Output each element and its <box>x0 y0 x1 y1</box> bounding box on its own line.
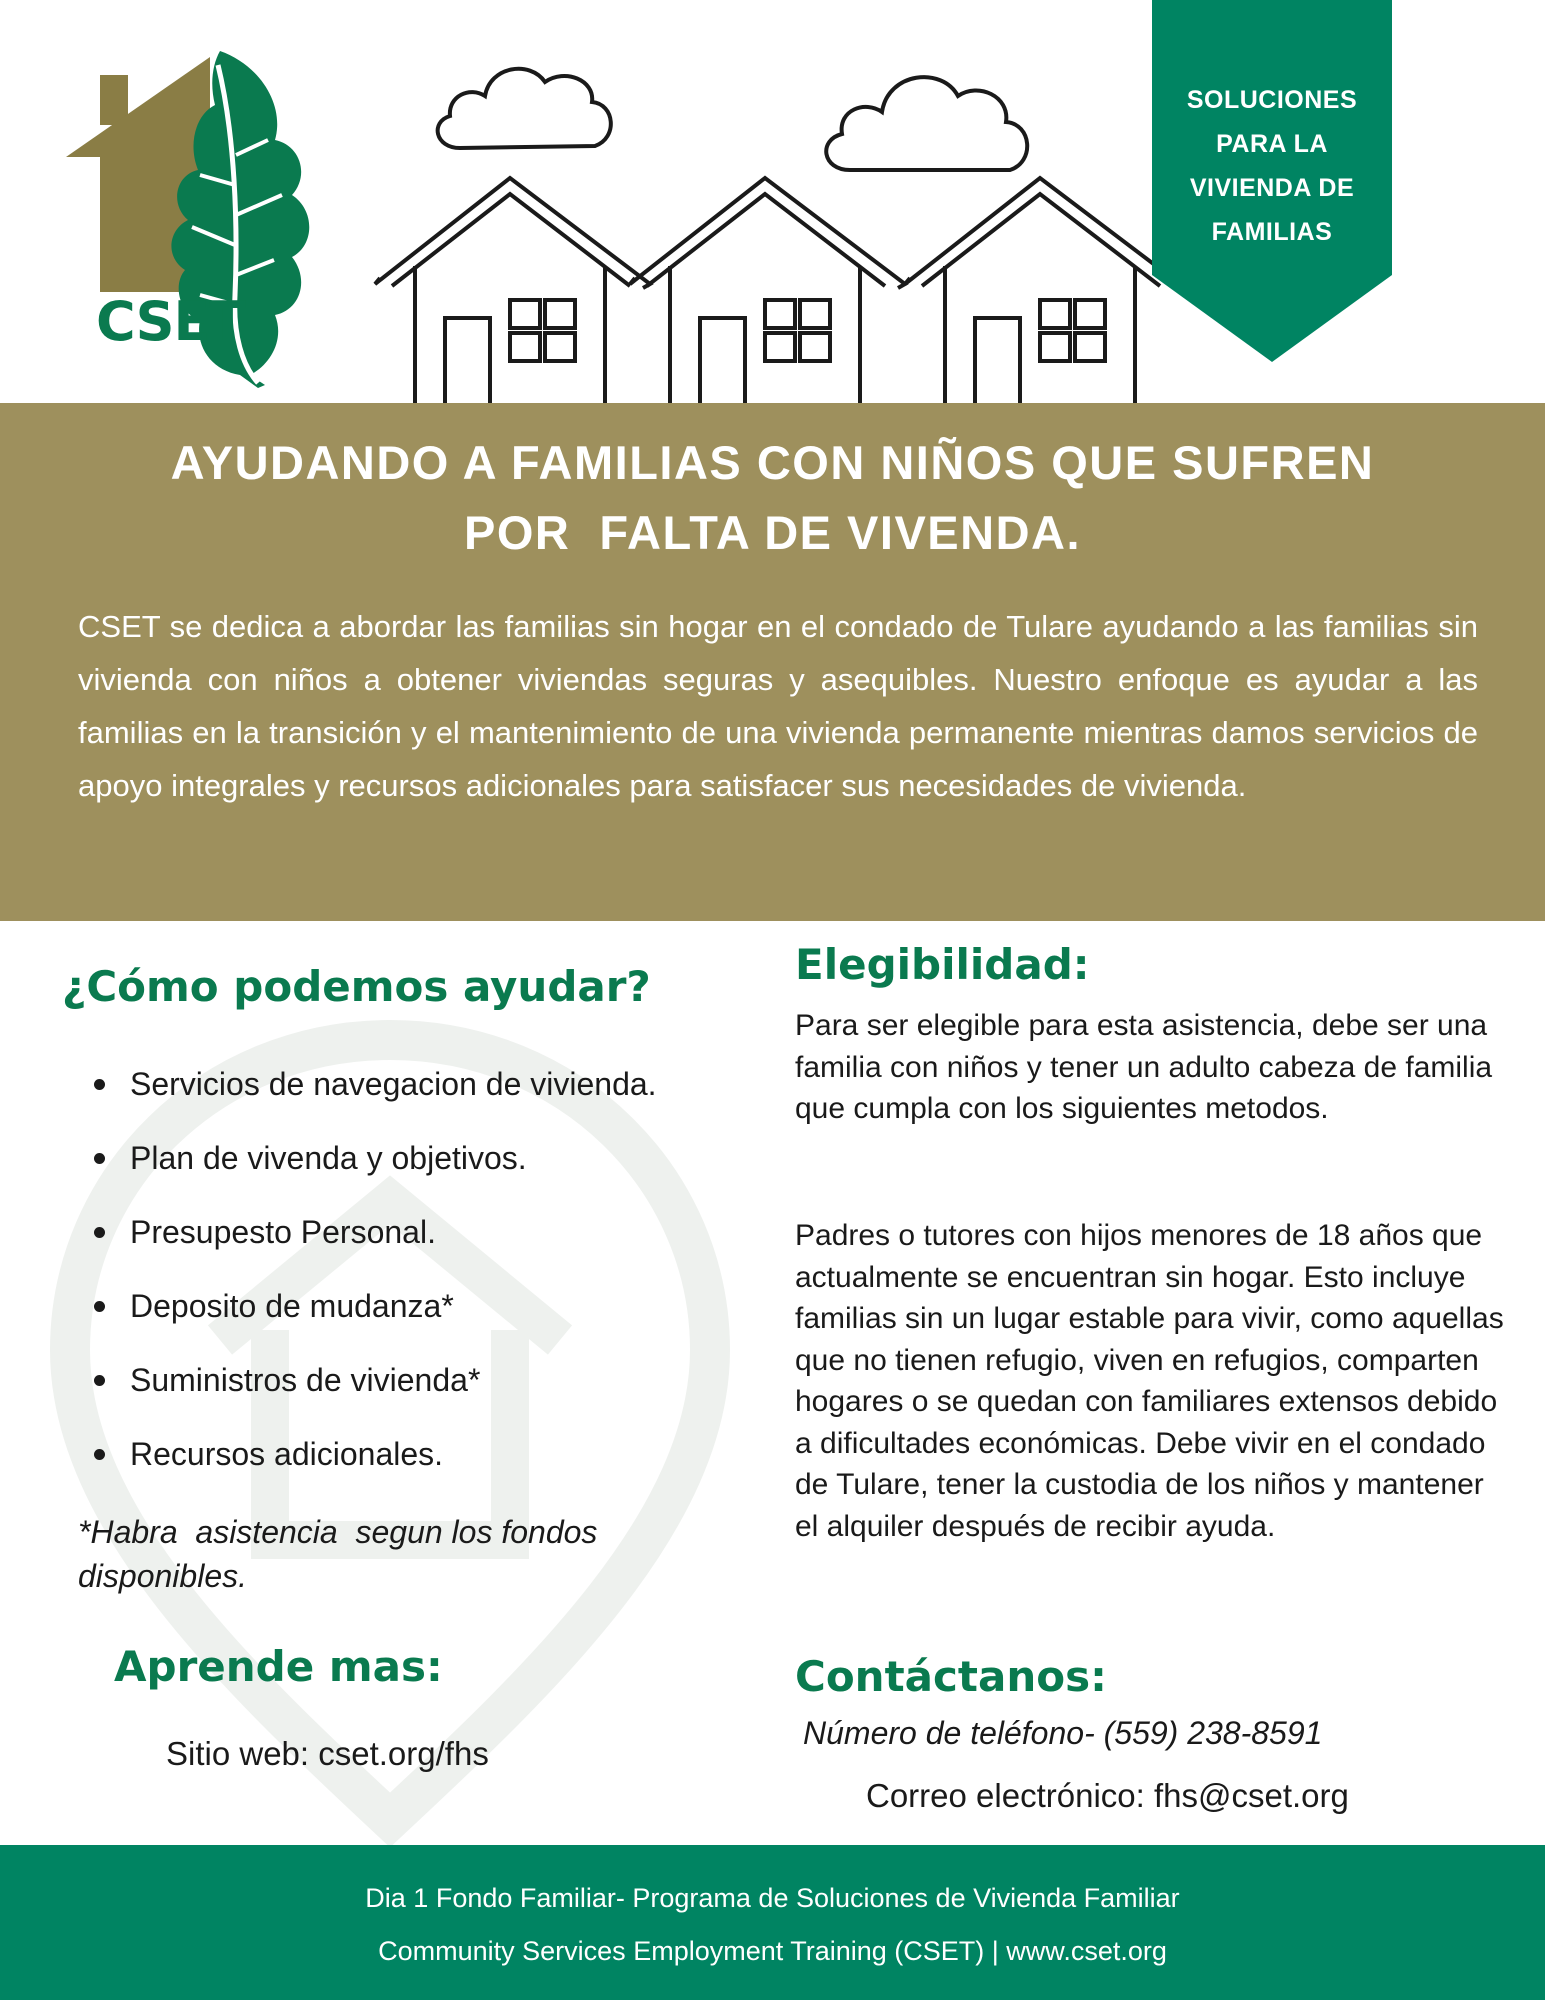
learn-heading: Aprende mas: <box>114 1642 443 1691</box>
footer-bar <box>0 1845 1545 2000</box>
ribbon-line: FAMILIAS <box>1211 218 1333 246</box>
ribbon-line: SOLUCIONES <box>1186 86 1358 114</box>
help-list <box>90 1058 657 1502</box>
houses-illustration <box>330 30 1220 410</box>
logo-wordmark: CSET <box>96 290 246 353</box>
contact-heading: Contáctanos: <box>795 1652 1107 1701</box>
eligibility-paragraph: Para ser elegible para esta asistencia, debe ser una familia con niños y tener un adulto cabeza de familia que cumpla con los siguientes metodos. <box>795 1009 1493 1125</box>
footer-organization[interactable]: Community Services Employment Training (CSET) | www.cset.org <box>378 1936 1167 1966</box>
house-icon <box>630 178 905 405</box>
eligibility-heading: Elegibilidad: <box>795 940 1090 989</box>
headline-line: POR FALTA DE VIVENDA. <box>463 506 1082 559</box>
ribbon-line: PARA LA <box>1216 130 1328 158</box>
list-item: Suministros de vivienda* <box>90 1354 657 1428</box>
footer-program-name: Dia 1 Fondo Familiar- Programa de Soluciones de Vivienda Familiar <box>365 1883 1180 1913</box>
ribbon-text <box>1152 78 1392 254</box>
funding-note: *Habra asistencia segun los fondos disponibles. <box>78 1514 607 1594</box>
list-item: Presupesto Personal. <box>90 1206 657 1280</box>
help-heading: ¿Cómo podemos ayudar? <box>62 962 651 1011</box>
phone-number[interactable]: Número de teléfono- (559) 238-8591 <box>803 1715 1323 1751</box>
cloud-icon <box>826 77 1027 170</box>
list-item: Plan de vivenda y objetivos. <box>90 1132 657 1206</box>
cloud-icon <box>438 69 611 148</box>
intro-paragraph: CSET se dedica a abordar las familias sin hogar en el condado de Tulare ayudando a las familias sin vivienda con niños a obtener viviendas seguras y asequibles. Nuestro enfoque es ayudar a las familias en la transición y el mantenimiento de una vivienda permanente mientras damos servicios de apoyo integrales y recursos adicionales para satisfacer sus necesidades de vivienda. <box>78 609 1478 803</box>
headline-line: AYUDANDO A FAMILIAS CON NIÑOS QUE SUFREN <box>170 436 1375 489</box>
list-item: Deposito de mudanza* <box>90 1280 657 1354</box>
list-item: Servicios de navegacion de vivienda. <box>90 1058 657 1132</box>
house-icon <box>375 178 650 405</box>
list-item: Recursos adicionales. <box>90 1428 657 1502</box>
website-link[interactable]: Sitio web: cset.org/fhs <box>166 1735 489 1772</box>
house-icon <box>905 178 1180 405</box>
ribbon-line: VIVIENDA DE <box>1189 174 1355 202</box>
eligibility-details: Padres o tutores con hijos menores de 18 años que actualmente se encuentran sin hogar. Esto incluye familias sin un lugar estable para vivir, como aquellas que no tienen refugio, viven en refugios, comparten hogares o se quedan con familiares extensos debido a dificultades económicas. Debe vivir en el condado de Tulare, tener la custodia de los niños y mantener el alquiler después de recibir ayuda. <box>795 1219 1504 1543</box>
email-address[interactable]: Correo electrónico: fhs@cset.org <box>866 1777 1349 1814</box>
headline <box>60 428 1485 568</box>
